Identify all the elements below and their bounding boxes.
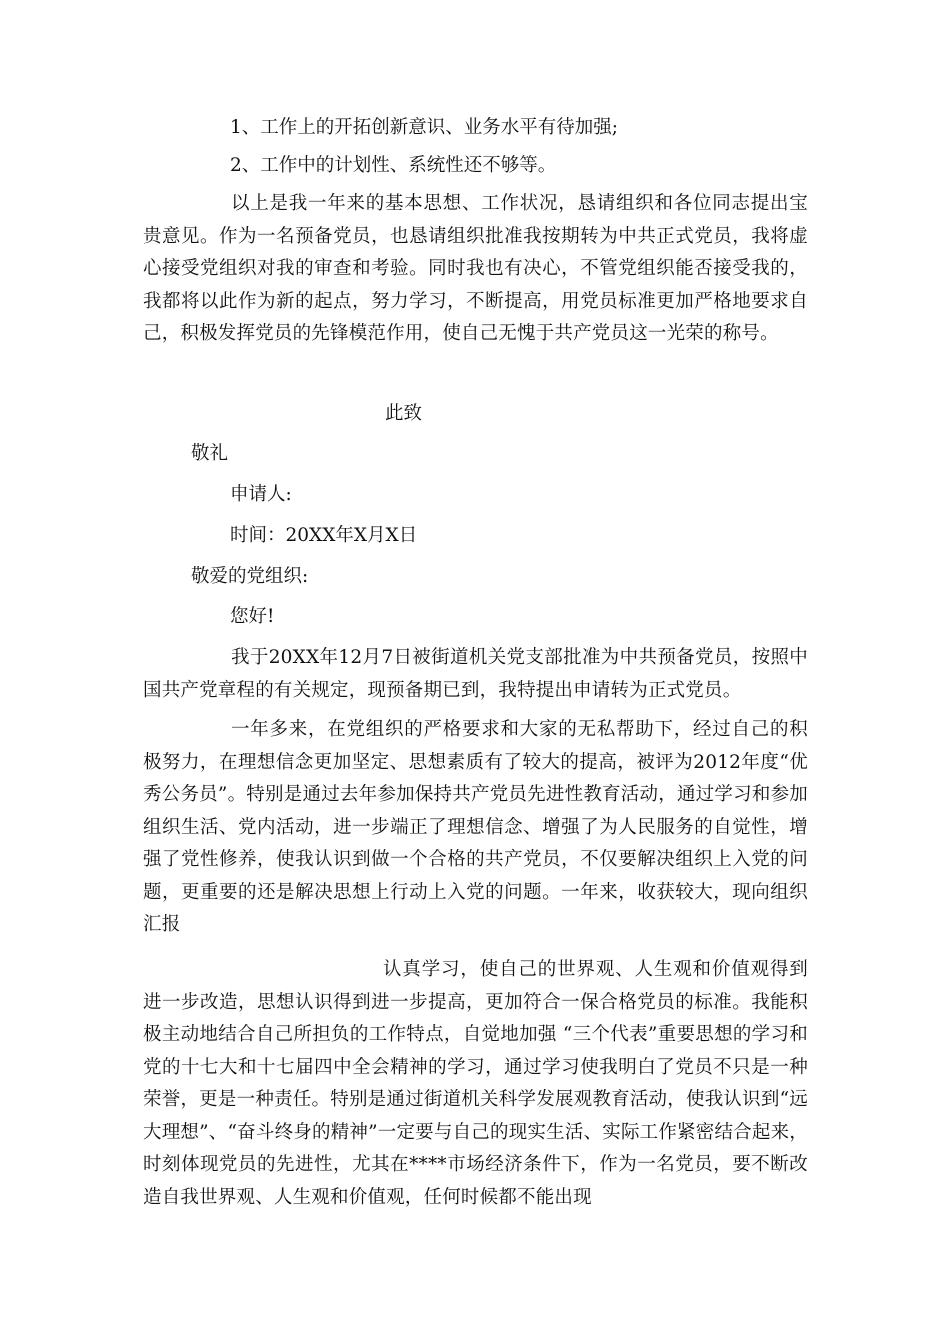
paragraph-1: 我于20XX年12月7日被街道机关党支部批准为中共预备党员，按照中国共产党章程的有关规定，现预备期已到，我特提出申请转为正式党员。 bbox=[143, 647, 808, 701]
applicant-label: 申请人: bbox=[230, 484, 292, 505]
date-line: 时间：20XX年X月X日 bbox=[230, 525, 418, 546]
paragraph-3: 认真学习，使自己的世界观、人生观和价值观得到进一步改造，思想认识得到进一步提高，更加符合一保合格党员的标准。我能积极主动地结合自己所担负的工作特点，自觉地加强 “三个代表”重要思想的学习和党的十七大和十七届四中全会精神的学习，通过学习使我明白了党员不只是一种荣誉，更是一种责任。特别是通过街道机关科学发展观教育活动，使我认识到“远大理想”、“奋斗终身的精神”一定要与自己的现实生活、实际工作紧密结合起来，时刻体现党员的先进性，尤其在****市场经济条件下，作为一名党员，要不断改造自我世界观、人生观和价值观，任何时候都不能出现 bbox=[143, 959, 808, 1208]
conclusion-paragraph-block bbox=[143, 188, 808, 351]
salutation: 敬爱的党组织: bbox=[191, 566, 309, 587]
paragraph-2-block bbox=[143, 714, 808, 942]
list-item-1: 1、工作上的开拓创新意识、业务水平有待加强; bbox=[230, 117, 619, 138]
conclusion-paragraph: 以上是我一年来的基本思想、工作状况，恳请组织和各位同志提出宝贵意见。作为一名预备党员，也恳请组织批准我按期转为中共正式党员，我将虚心接受党组织对我的审查和考验。同时我也有决心，不管党组织能否接受我的，我都将以此作为新的起点，努力学习，不断提高，用党员标准更加严格地要求自己，积极发挥党员的先锋模范作用，使自己无愧于共产党员这一光荣的称号。 bbox=[143, 193, 808, 344]
closing-phrase: 此致 bbox=[385, 403, 423, 424]
paragraph-2: 一年多来，在党组织的严格要求和大家的无私帮助下，经过自己的积极努力，在理想信念更加坚定、思想素质有了较大的提高，被评为2012年度“优秀公务员”。特别是通过去年参加保持共产党员先进性教育活动，通过学习和参加组织生活、党内活动，进一步端正了理想信念、增强了为人民服务的自觉性，增强了党性修养，使我认识到做一个合格的共产党员，不仅要解决组织上入党的问题，更重要的还是解决思想上行动上入党的问题。一年来，收获较大，现向组织汇报 bbox=[143, 719, 808, 935]
paragraph-3-block bbox=[143, 954, 808, 1214]
greeting: 您好! bbox=[230, 606, 275, 627]
paragraph-1-block bbox=[143, 642, 808, 707]
salute: 敬礼 bbox=[191, 443, 229, 464]
list-item-2: 2、工作中的计划性、系统性还不够等。 bbox=[230, 155, 557, 176]
